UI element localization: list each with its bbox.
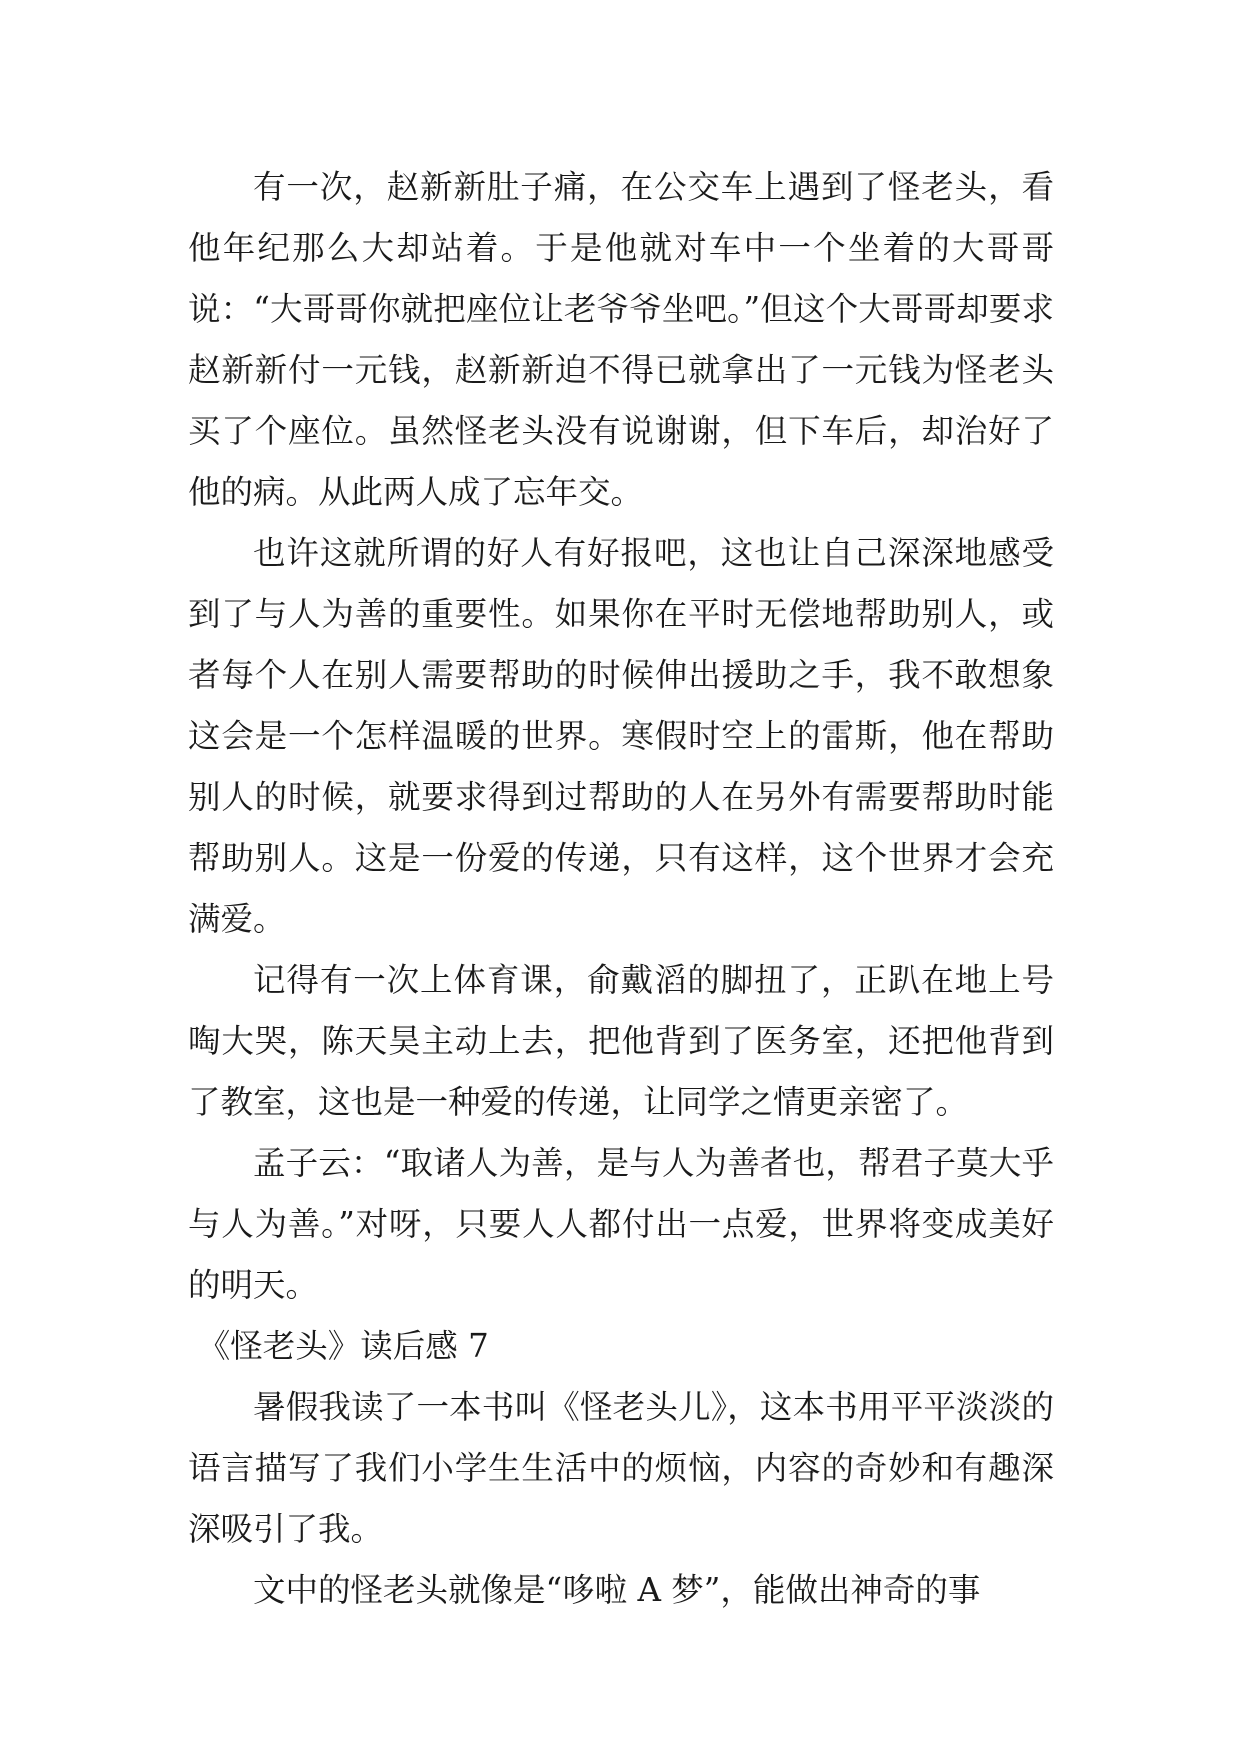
paragraph: 也许这就所谓的好人有好报吧，这也让自己深深地感受到了与人为善的重要性。如果你在平时无偿地帮助别人，或者每个人在别人需要帮助的时候伸出援助之手，我不敢想象这会是一个怎样温暖的世界。寒假时空上的雷斯，他在帮助别人的时候，就要求得到过帮助的人在另外有需要帮助时能帮助别人。这是一份爱的传递，只有这样，这个世界才会充满爱。 <box>188 534 1054 938</box>
paragraph: 有一次，赵新新肚子痛，在公交车上遇到了怪老头，看他年纪那么大却站着。于是他就对车中一个坐着的大哥哥说：“大哥哥你就把座位让老爷爷坐吧。”但这个大哥哥却要求赵新新付一元钱，赵新新迫不得已就拿出了一元钱为怪老头买了个座位。虽然怪老头没有说谢谢，但下车后，却治好了他的病。从此两人成了忘年交。 <box>188 168 1054 511</box>
paragraph: 记得有一次上体育课，俞戴滔的脚扭了，正趴在地上号啕大哭，陈天昊主动上去，把他背到了医务室，还把他背到了教室，这也是一种爱的传递，让同学之情更亲密了。 <box>188 961 1054 1121</box>
section-title: 《怪老头》读后感 7 <box>197 1327 489 1365</box>
paragraph: 暑假我读了一本书叫《怪老头儿》，这本书用平平淡淡的语言描写了我们小学生生活中的烦恼，内容的奇妙和有趣深深吸引了我。 <box>188 1388 1054 1548</box>
paragraph: 文中的怪老头就像是“哆啦 A 梦”，能做出神奇的事 <box>253 1571 981 1609</box>
document-body <box>188 157 1054 1621</box>
paragraph: 孟子云：“取诸人为善，是与人为善者也，帮君子莫大乎与人为善。”对呀，只要人人都付出一点爱，世界将变成美好的明天。 <box>188 1144 1054 1304</box>
